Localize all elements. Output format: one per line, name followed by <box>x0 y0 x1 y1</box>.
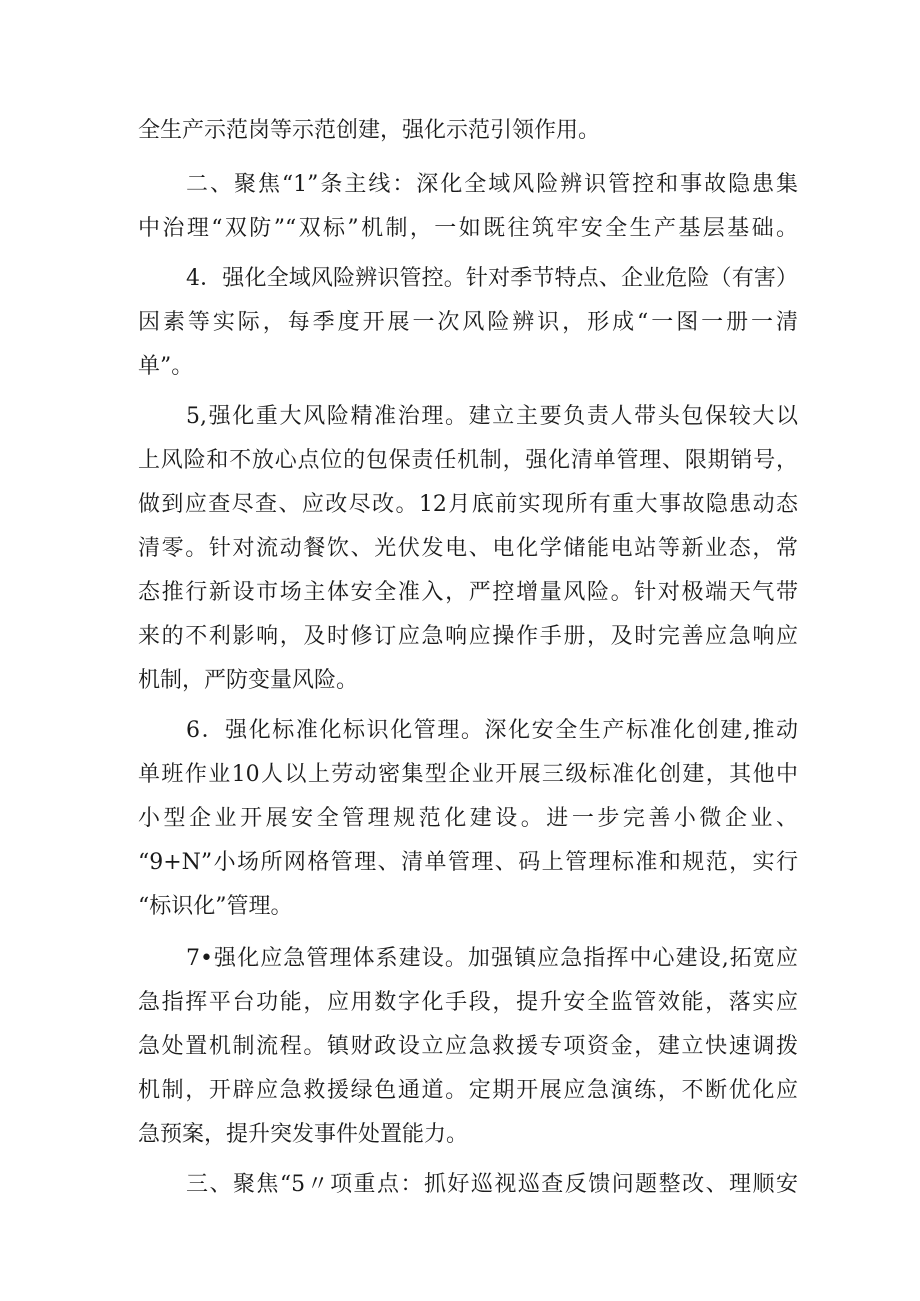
text-line: 6．强化标准化标识化管理。深化安全生产标准化创建,推动 <box>186 718 798 743</box>
text-line: 做到应查尽查、应改尽改。12月底前实现所有重大事故隐患动态 <box>138 492 798 517</box>
section-heading-line: 三、聚焦“5〃项重点：抓好巡视巡查反馈问题整改、理顺安 <box>186 1172 798 1197</box>
text-line: 上风险和不放心点位的包保责任机制，强化清单管理、限期销号， <box>138 448 798 473</box>
text-line: 因素等实际，每季度开展一次风险辨识，形成“一图一册一清 <box>138 310 798 335</box>
text-line: 急指挥平台功能，应用数字化手段，提升安全监管效能，落实应 <box>138 990 798 1015</box>
text-line: 机制，严防变量风险。 <box>138 668 359 693</box>
text-line: 态推行新设市场主体安全准入，严控增量风险。针对极端天气带 <box>138 580 798 605</box>
text-line: 7•强化应急管理体系建设。加强镇应急指挥中心建设,拓宽应 <box>186 946 798 971</box>
text-line: 急处置机制流程。镇财政设立应急救援专项资金，建立快速调拨 <box>138 1034 798 1059</box>
text-line: 4．强化全域风险辨识管控。针对季节特点、企业危险（有害） <box>186 266 798 291</box>
text-line: 全生产示范岗等示范创建，强化示范引领作用。 <box>138 118 601 143</box>
text-line: 机制，开辟应急救援绿色通道。定期开展应急演练，不断优化应 <box>138 1078 798 1103</box>
text-line: 单”。 <box>138 354 194 379</box>
text-line: 5,强化重大风险精准治理。建立主要负责人带头包保较大以 <box>186 404 798 429</box>
text-line: 急预案，提升突发事件处置能力。 <box>138 1122 469 1147</box>
text-line: 单班作业10人以上劳动密集型企业开展三级标准化创建，其他中 <box>138 762 798 787</box>
text-line: 小型企业开展安全管理规范化建设。进一步完善小微企业、 <box>138 806 798 831</box>
text-line: 来的不利影响，及时修订应急响应操作手册，及时完善应急响应 <box>138 624 798 649</box>
section-heading-line: 二、聚焦“1”条主线：深化全域风险辨识管控和事故隐患集 <box>186 172 798 197</box>
text-line: “9+N”小场所网格管理、清单管理、码上管理标准和规范，实行 <box>138 850 798 875</box>
section-heading-line: 中治理“双防”“双标”机制，一如既往筑牢安全生产基层基础。 <box>138 216 798 241</box>
text-line: “标识化”管理。 <box>138 894 293 919</box>
text-line: 清零。针对流动餐饮、光伏发电、电化学储能电站等新业态，常 <box>138 536 798 561</box>
